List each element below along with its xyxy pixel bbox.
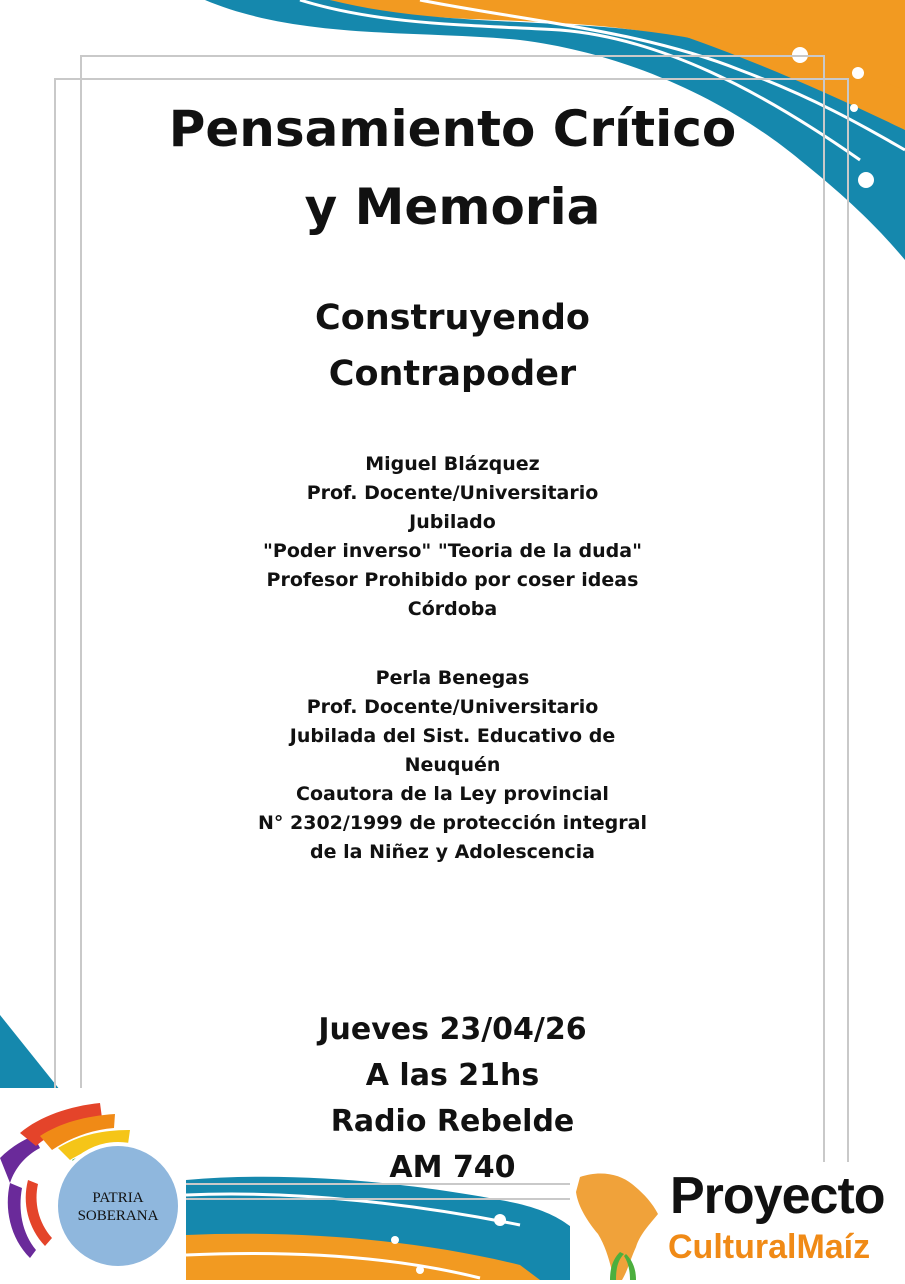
brand-word-2 bbox=[668, 1228, 870, 1267]
logo-text-2: SOBERANA bbox=[77, 1208, 159, 1224]
speaker-detail: Prof. Docente/Universitario bbox=[306, 696, 599, 718]
speaker-detail: Neuquén bbox=[404, 754, 501, 776]
title bbox=[130, 90, 775, 246]
subtitle bbox=[130, 290, 775, 402]
speaker-detail: Jubilado bbox=[409, 511, 496, 533]
brand-word-2b: Maíz bbox=[796, 1228, 871, 1266]
title-line: Pensamiento Crítico bbox=[168, 100, 737, 158]
event-date: Jueves 23/04/26 bbox=[318, 1012, 587, 1047]
speaker-detail: "Poder inverso" "Teoria de la duda" bbox=[263, 540, 642, 562]
event-station: Radio Rebelde bbox=[330, 1104, 575, 1139]
proyecto-cultural-maiz-logo bbox=[570, 1162, 905, 1280]
subtitle-line: Contrapoder bbox=[328, 354, 577, 394]
speaker-detail: de la Niñez y Adolescencia bbox=[310, 841, 595, 863]
corn-map-icon bbox=[570, 1162, 670, 1280]
patria-soberana-logo bbox=[0, 1088, 186, 1280]
speaker-detail: Profesor Prohibido por coser ideas bbox=[266, 569, 639, 591]
speaker-2 bbox=[130, 664, 775, 867]
title-line: y Memoria bbox=[304, 178, 601, 236]
brand-word-2a: Cultural bbox=[668, 1228, 797, 1266]
speaker-detail: Prof. Docente/Universitario bbox=[306, 482, 599, 504]
logo-text-1: PATRIA bbox=[92, 1190, 144, 1206]
speaker-detail: Coautora de la Ley provincial bbox=[296, 783, 609, 805]
speaker-name: Miguel Blázquez bbox=[365, 453, 540, 475]
brand-word-1: Proyecto bbox=[670, 1167, 885, 1225]
event-frequency: AM 740 bbox=[389, 1150, 516, 1185]
subtitle-line: Construyendo bbox=[315, 298, 590, 338]
speaker-detail: Córdoba bbox=[407, 598, 498, 620]
speaker-1 bbox=[130, 450, 775, 624]
speaker-detail: Jubilada del Sist. Educativo de bbox=[289, 725, 616, 747]
event-time: A las 21hs bbox=[365, 1058, 540, 1093]
speaker-detail: N° 2302/1999 de protección integral bbox=[258, 812, 647, 834]
flyer-content bbox=[130, 90, 775, 1191]
speaker-name: Perla Benegas bbox=[375, 667, 530, 689]
